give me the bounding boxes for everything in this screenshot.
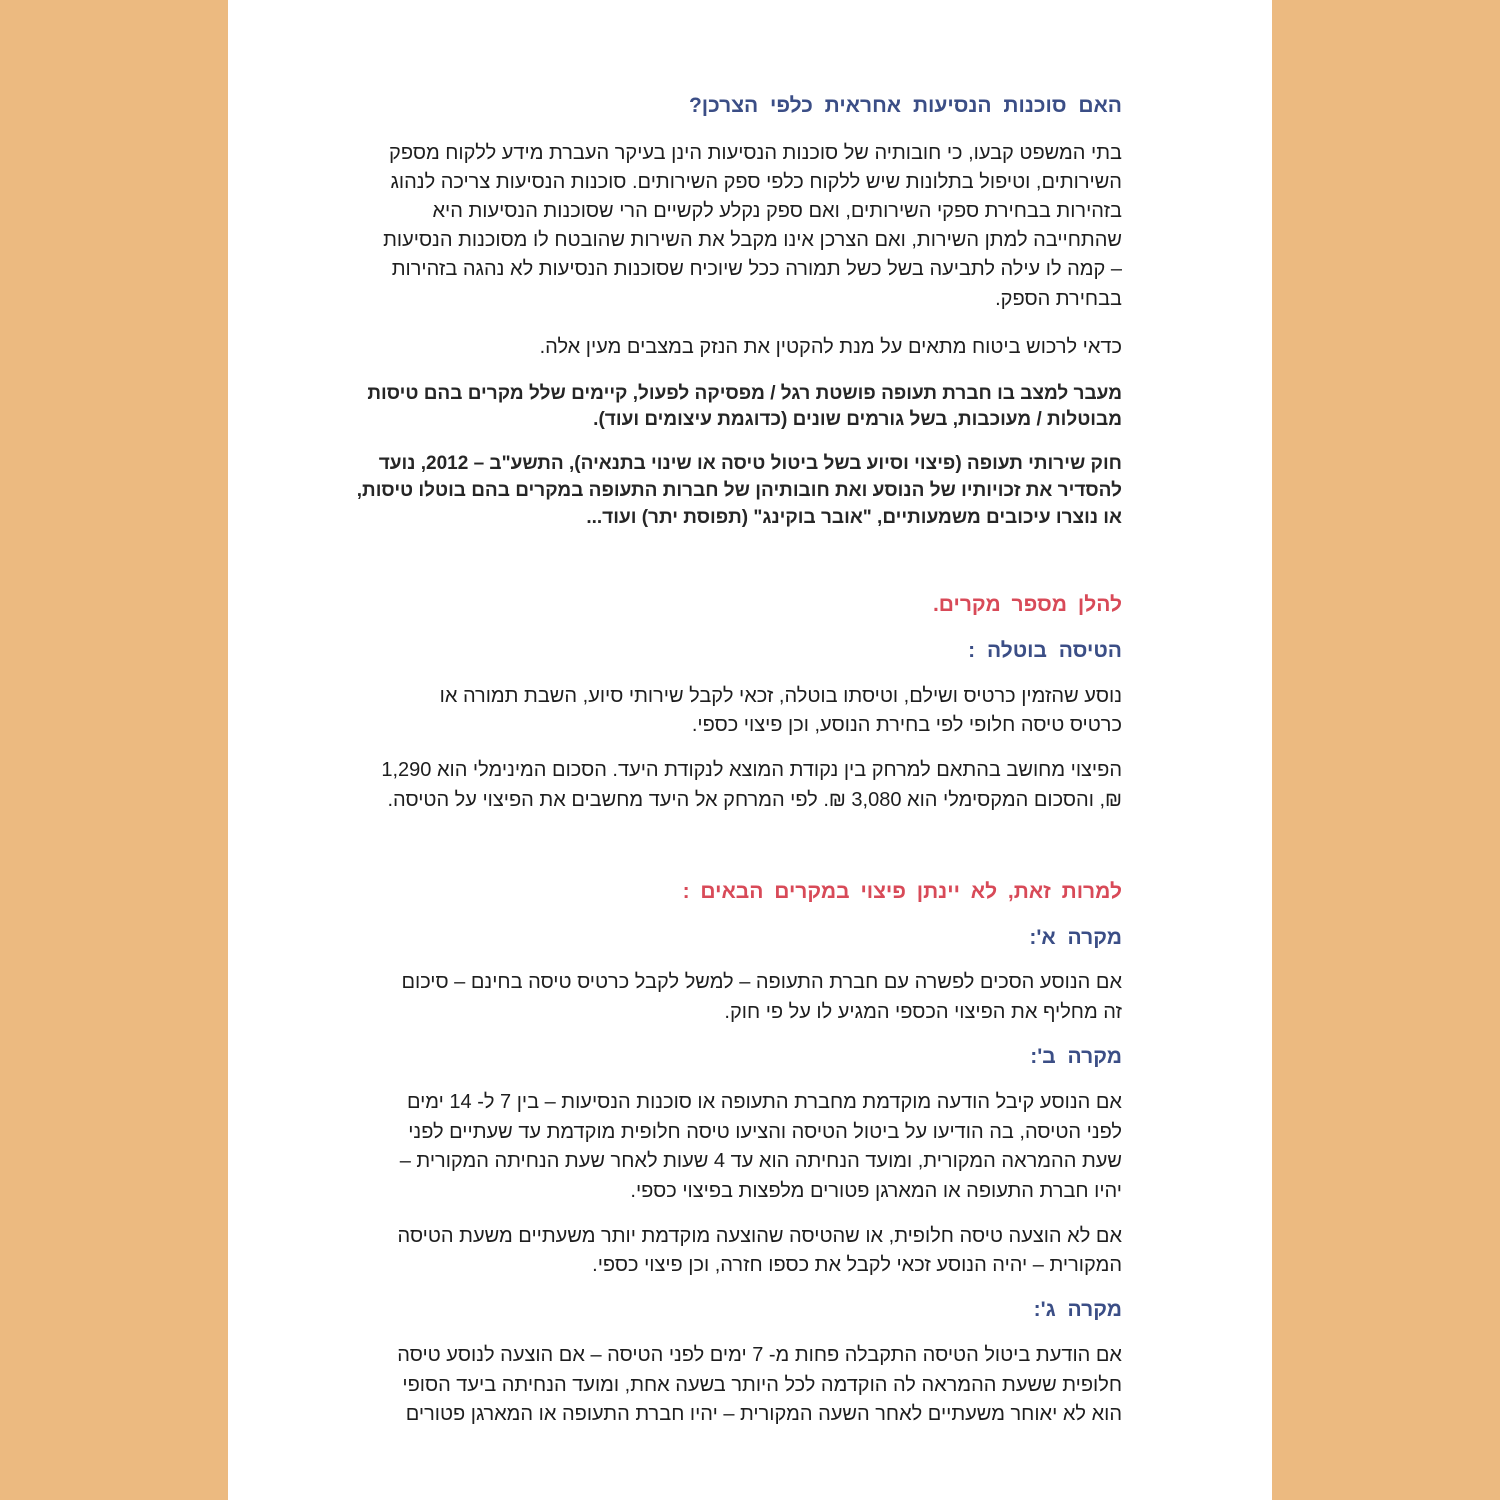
paragraph-line: נוסע שהזמין כרטיס ושילם, וטיסתו בוטלה, זכאי לקבל שירותי סיוע, השבת תמורה או: [439, 685, 1122, 707]
paragraph-line: אם הנוסע קיבל הודעה מוקדמת מחברת התעופה או סוכנות הנסיעות – בין 7 ל- 14 ימים: [406, 1091, 1122, 1113]
paragraph-line: בבחירת הספק.: [995, 288, 1122, 310]
bold-paragraph-line: חוק שירותי תעופה (פיצוי וסיוע בשל ביטול טיסה או שינוי בתנאיה), התשע"ב – 2012, נועד: [378, 453, 1122, 474]
paragraph-line: שעת ההמראה המקורית, ומועד הנחיתה הוא עד 4 שעות לאחר שעת הנחיתה המקורית –: [399, 1150, 1122, 1172]
paragraph-line: יהיו חברת התעופה או המארגן פטורים מלפצות בפיצוי כספי.: [630, 1180, 1122, 1202]
paragraph-line: כרטיס טיסה חלופי לפי בחירת הנוסע, וכן פיצוי כספי.: [691, 714, 1122, 736]
case-c-title: מקרה ג':: [1033, 1298, 1122, 1321]
paragraph-line: הפיצוי מחושב בהתאם למרחק בין נקודת המוצא לנקודת היעד. הסכום המינימלי הוא 1,290: [381, 759, 1122, 781]
paragraph-line: – קמה לו עילה לתביעה בשל כשל תמורה ככל שיוכיח שסוכנות הנסיעות לא נהגה בזהירות: [391, 258, 1122, 280]
section-title-no-compensation: למרות זאת, לא יינתן פיצוי במקרים הבאים :: [682, 880, 1122, 903]
bold-paragraph-line: או נוצרו עיכובים משמעותיים, "אובר בוקינג" (תפוסת יתר) ועוד...: [586, 507, 1122, 528]
bold-paragraph-line: להסדיר את זכויותיו של הנוסע ואת חובותיהן של חברות התעופה במקרים בהם בוטלו טיסות,: [356, 480, 1122, 501]
paragraph-line: אם לא הוצעה טיסה חלופית, או שהטיסה שהוצעה מוקדמת יותר משעתיים משעת הטיסה: [397, 1225, 1122, 1247]
document-page: [228, 0, 1272, 1500]
paragraph-line: לפני הטיסה, בה הודיעו על ביטול הטיסה והציעו טיסה חלופית מוקדמת עד שעתיים לפני: [408, 1121, 1122, 1143]
section-title-cases: להלן מספר מקרים.: [932, 593, 1122, 616]
bold-paragraph-line: מעבר למצב בו חברת תעופה פושטת רגל / מפסיקה לפעול, קיימים שלל מקרים בהם טיסות: [367, 383, 1122, 404]
case-b-title: מקרה ב':: [1030, 1045, 1122, 1068]
paragraph-line: חלופית ששעת ההמראה לה הוקדמה לכל היותר בשעה אחת, ומועד הנחיתה ביעד הסופי: [402, 1374, 1122, 1396]
paragraph-line: בזהירות בבחירת ספקי השירותים, ואם ספק נקלע לקשיים הרי שסוכנות הנסיעות היא: [432, 200, 1122, 222]
paragraph-line: אם הודעת ביטול הטיסה התקבלה פחות מ- 7 ימים לפני הטיסה – אם הוצעה לנוסע טיסה: [397, 1344, 1122, 1366]
paragraph-line: המקורית – יהיה הנוסע זכאי לקבל את כספו חזרה, וכן פיצוי כספי.: [592, 1254, 1122, 1276]
paragraph-line: ₪, והסכום המקסימלי הוא 3,080 ₪. לפי המרחק אל היעד מחשבים את הפיצוי על הטיסה.: [387, 789, 1122, 811]
paragraph-line: שהתחייבה למתן השירות, ואם הצרכן אינו מקבל את השירות שהובטח לו מסוכנות הנסיעות: [383, 229, 1122, 251]
paragraph-insurance-tip: כדאי לרכוש ביטוח מתאים על מנת להקטין את הנזק במצבים מעין אלה.: [539, 336, 1122, 358]
paragraph-line: השירותים, וטיפול בתלונות שיש ללקוח כלפי ספק השירותים. סוכנות הנסיעות צריכה לנהוג: [390, 171, 1122, 193]
paragraph-line: אם הנוסע הסכים לפשרה עם חברת התעופה – למשל לקבל כרטיס טיסה בחינם – סיכום: [401, 971, 1122, 993]
section-title-agency-responsibility: האם סוכנות הנסיעות אחראית כלפי הצרכן?: [688, 94, 1122, 117]
bold-paragraph-line: מבוטלות / מעוכבות, בשל גורמים שונים (כדוגמת עיצומים ועוד).: [593, 409, 1122, 430]
paragraph-line: זה מחליף את הפיצוי הכספי המגיע לו על פי חוק.: [724, 1001, 1122, 1023]
paragraph-line: בתי המשפט קבעו, כי חובותיה של סוכנות הנסיעות הינן בעיקר העברת מידע ללקוח מספק: [389, 142, 1122, 164]
paragraph-line: הוא לא יאוחר משעתיים לאחר השעה המקורית – יהיו חברת התעופה או המארגן פטורים: [405, 1403, 1122, 1425]
subtitle-flight-cancelled: הטיסה בוטלה :: [968, 639, 1122, 662]
case-a-title: מקרה א':: [1029, 926, 1122, 949]
